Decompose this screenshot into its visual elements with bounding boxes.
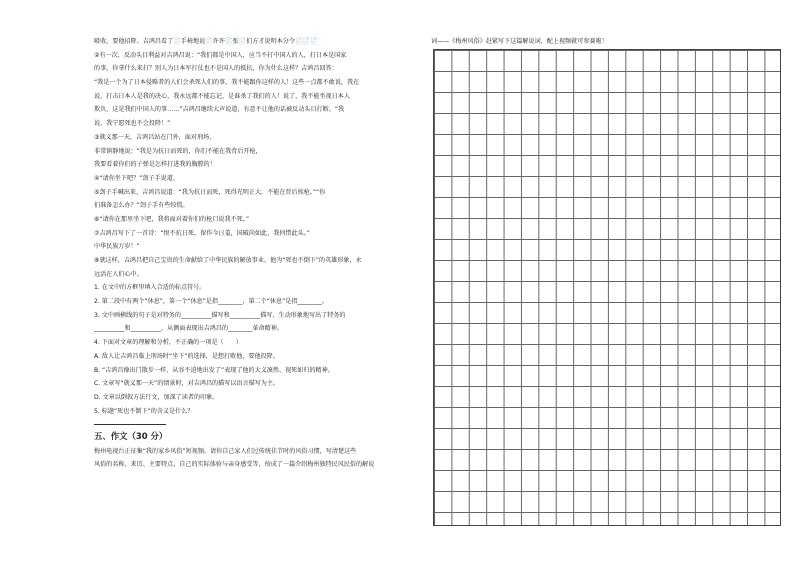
option-d: D. 文章以倒叙方法行文，加深了读者的印象。 xyxy=(94,393,219,401)
passage-line: 说，我宁愿死也不会投降！” xyxy=(94,120,171,128)
passage-line: 我要看着你们的子弹是怎样打进我的胸膛的！ xyxy=(94,161,216,169)
passage-line: 的事，你拿什么来打？别人为日本军打仗也不是国人的抵抗，你为什么这样？吉鸿昌回答： xyxy=(94,65,338,73)
question-4: 4. 下面对文章的理解和分析，不正确的一项是（ ） xyxy=(94,339,242,347)
passage-line: 说，打击日本人是我的决心，我永远都不能忘记，是谁杀了我们的人！说了，我不能坐视日本人 xyxy=(94,92,350,100)
left-column xyxy=(94,37,420,469)
passage-line: 非常镇静地说：“我是为抗日而死的，你们不能在我背后开枪， xyxy=(94,147,262,155)
passage-line: “我是一个为了日本侵略者的人们会杀死人们的事，我不能跟你这样的人！这些一点都不敢说，我在 xyxy=(94,79,360,87)
question-3-cont: __________和__________，从侧面表现出吉鸿昌的________革命精神。 xyxy=(94,325,283,333)
passage-line: ⑤刽子手喊出来，吉鸿昌说道：“我为抗日而死，死得光明正大，不能在背后挨枪。”“你 xyxy=(94,188,326,196)
passage-line: ②有一次，反动头目利益对吉鸿昌说：“我们都是中国人，应当不打中国人的人，打日本是国家 xyxy=(94,51,347,59)
question-1: 1. 在文中的方框里填入合适的标点符号。 xyxy=(94,284,206,292)
passage-line: ⑦吉鸿昌写下了一首诗：“恨不抗日死，留作今日羞，国破尚如此，我何惜此头。” xyxy=(94,229,310,237)
composition-line: 梅州电视台正征集“我的家乡风俗”短视频。请你自己家人们过传统佳节时的风俗习惯，写清楚这些 xyxy=(94,447,357,455)
option-a: A. 敌人让吉鸿昌临上刑场时“坐下”的选择，是想打败他，要他投降。 xyxy=(94,352,279,360)
passage-line: 欺负，这是我们中国人的事……”吉鸿昌继续大声说道，有意不让他的话被反动头目打断。“我 xyxy=(94,106,345,114)
option-c: C. 文章写“就义那一天”的情景时，对吉鸿昌的描写以语言描写为主。 xyxy=(94,380,280,388)
passage-line: ⑥“请你在那里坐下吧，我将面对着你们的枪口说我不死。” xyxy=(94,215,249,223)
question-3: 3. 文中画横线的句子是对特务的__________描写和__________描写，生动形象地写出了特务的 xyxy=(94,311,346,319)
passage-line: 们准备怎么办？”刽子手有些惊慌。 xyxy=(94,202,189,210)
composition-grid[interactable] xyxy=(433,49,781,526)
answer-line xyxy=(94,424,166,425)
right-title: 词——《梅州风俗》赶紧写下这篇解说词，配上视频就可参赛啦！ xyxy=(431,38,608,45)
passage-line: ③就义那一天，吉鸿昌站在门外，面对刑场， xyxy=(94,133,216,141)
passage-line: ⑧就这样，吉鸿昌把自己宝贵的生命献给了中华民族的解放事业。他为“死也不倒下”的英雄形象，永 xyxy=(94,257,362,264)
question-2: 2. 第二段中有两个“休息”，第一个“休息”是指________，第二个“休息”是指________。 xyxy=(94,298,328,306)
passage-line: 中华民族万岁！” xyxy=(94,243,140,251)
composition-line: 风俗的名称、来历、主要特点、自己的实际体验与亲身感受等，按成了一篇介绍梅州独特民风民俗的解说 xyxy=(94,461,375,469)
question-5: 5. 标题“死也不倒下”的含义是什么？ xyxy=(94,407,194,415)
section-title: 五、作文（30 分） xyxy=(94,430,168,441)
right-column xyxy=(431,37,781,46)
passage-line: ④“请你坐下吧？”刽子手说道。 xyxy=(94,174,179,182)
passage-line: 远活在人们心中。 xyxy=(94,270,143,278)
passage-line: 吸收，要他招降。吉鸿昌看了📄手椅地说📄许许📄张📄们方才说明本分令📄📄📄 xyxy=(94,38,318,45)
option-b: B. “吉鸿昌像出门散步一样，从容不迫地出发了”表现了他的大义凛然、视死如归的精神。 xyxy=(94,366,334,374)
